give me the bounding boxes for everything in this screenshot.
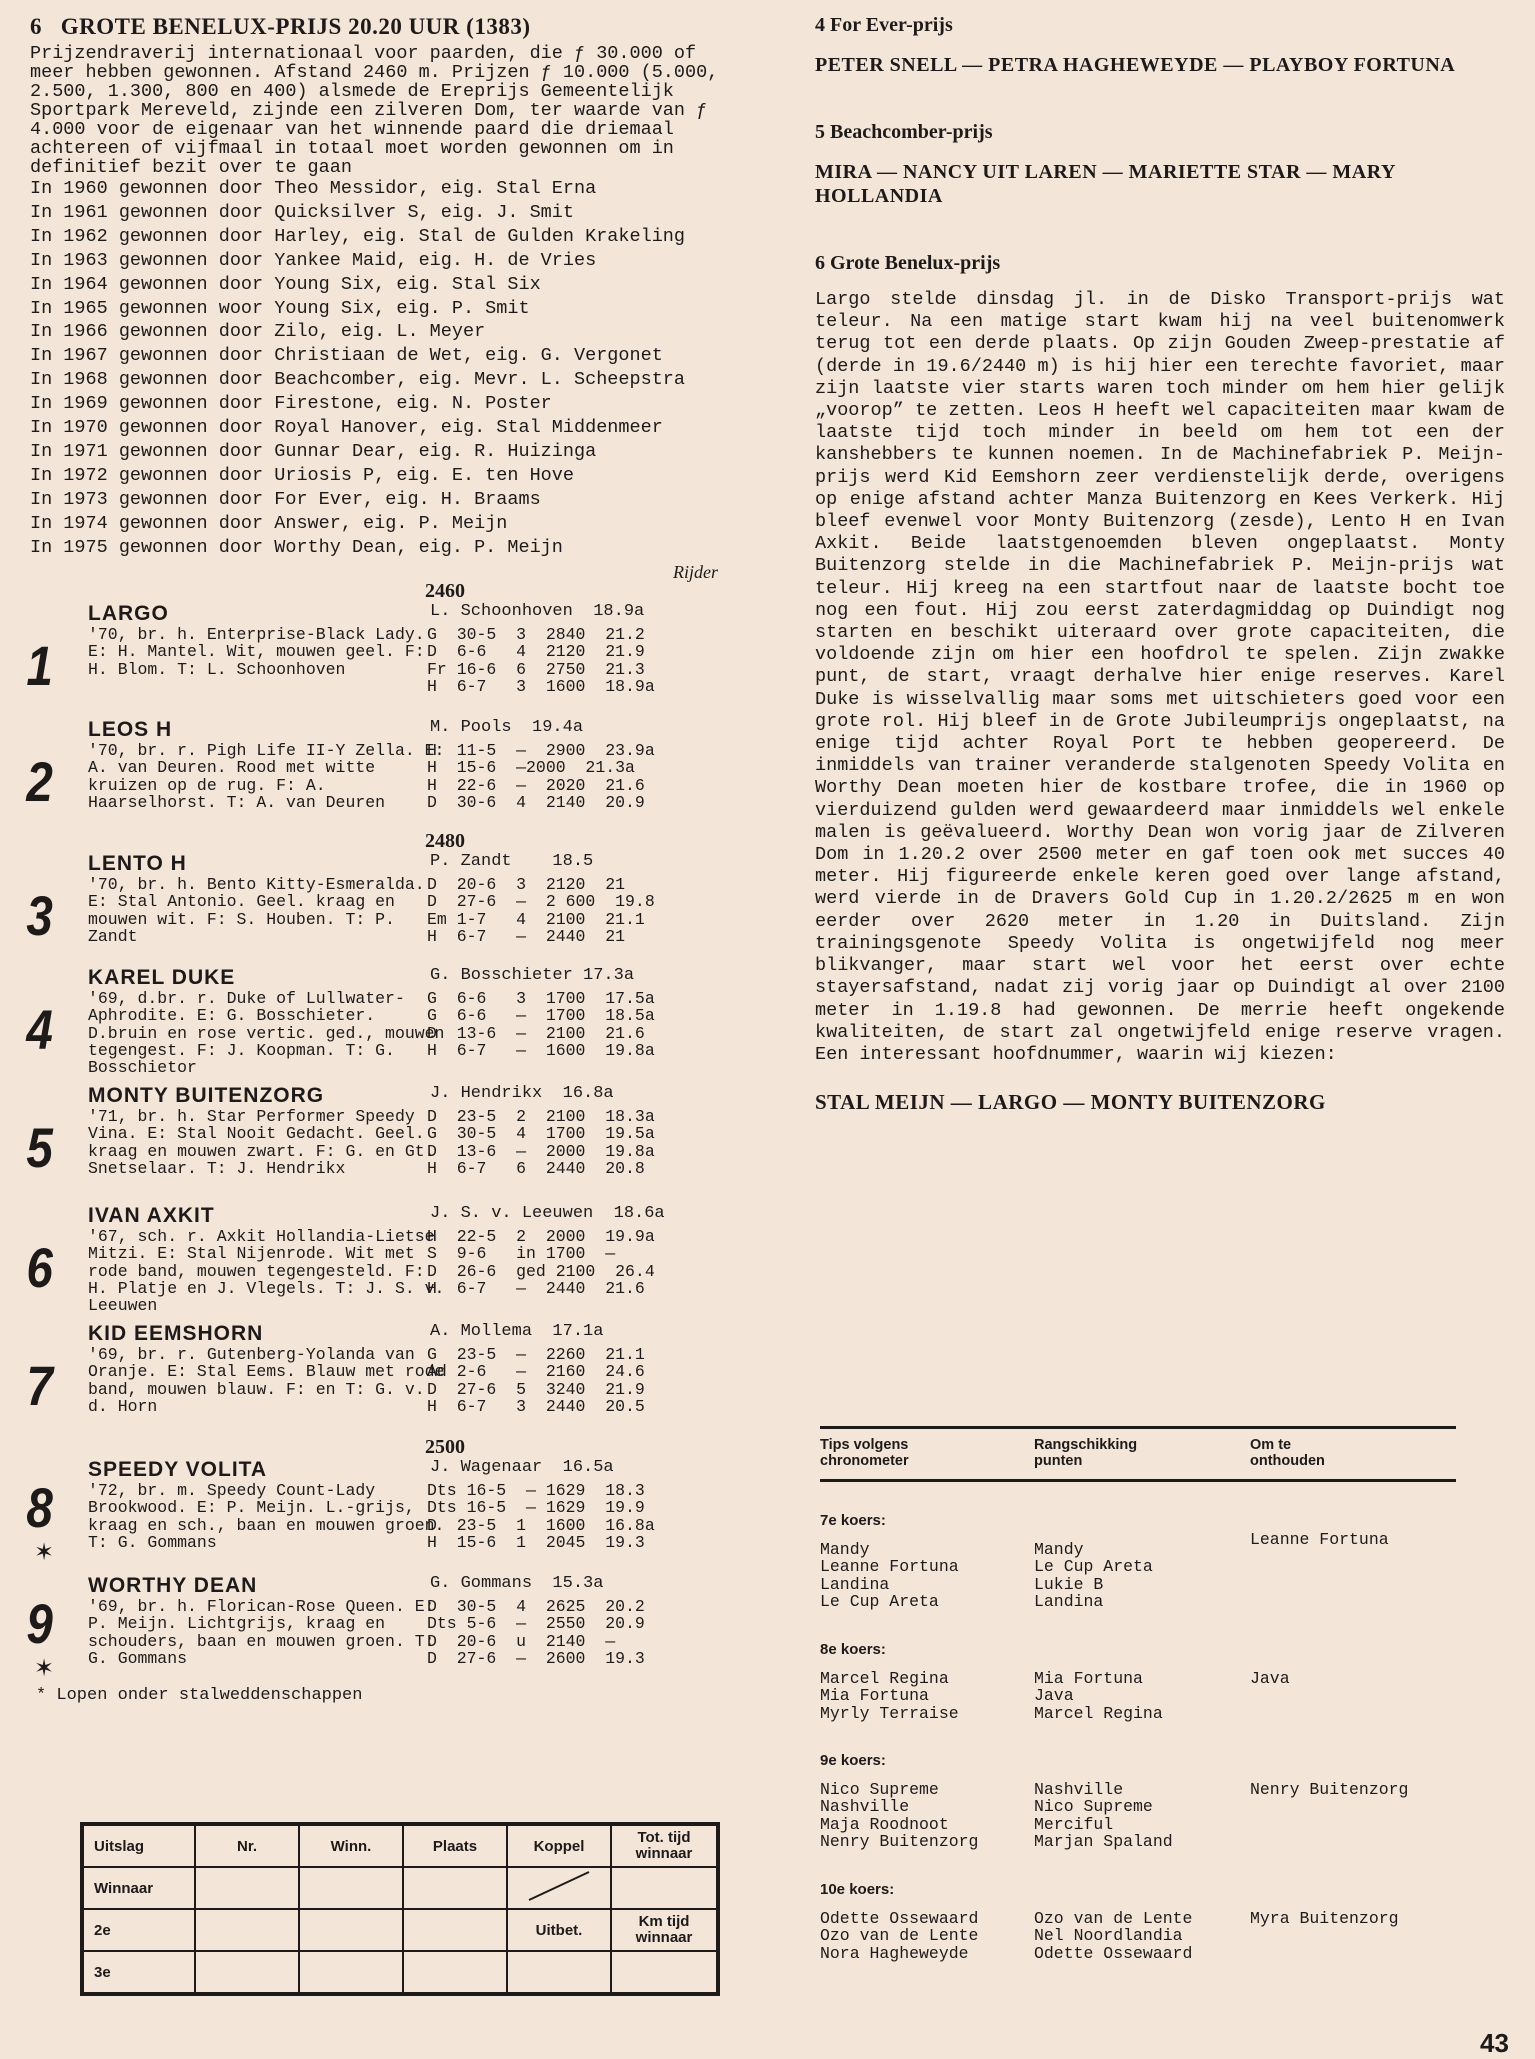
horse-number: 9 [26, 1592, 53, 1655]
race-tips-points: Ozo van de Lente Nel Noordlandia Odette Ossewaard [1034, 1909, 1193, 1963]
history-item: In 1968 gewonnen door Beachcomber, eig. Mevr. L. Scheepstra [30, 369, 686, 391]
final-picks: STAL MEIJN — LARGO — MONTY BUITENZORG [815, 1090, 1326, 1115]
race-tips-chrono: Marcel Regina Mia Fortuna Myrly Terraise [820, 1669, 959, 1723]
entries-area [26, 0, 730, 1705]
horse-description: '70, br. r. Pigh Life II-Y Zella. E: A. van Deuren. Rood met witte kruizen op de rug. F: A. Haarselhorst. T: A. van Deuren [88, 741, 445, 812]
uitbet-label: Uitbet. [507, 1909, 611, 1951]
history-item: In 1971 gewonnen door Gunnar Dear, eig. R. Huizinga [30, 440, 597, 462]
tips-table [820, 1426, 1456, 1962]
bet-row-label: 2e [82, 1909, 195, 1951]
race-tips-remember: Java [1250, 1669, 1290, 1688]
horse-jockey: M. Pools 19.4a [430, 718, 584, 737]
horse-form: Dts 16-5 — 1629 18.3 Dts 16-5 — 1629 19.9 D 23-5 1 1600 16.8a H 15-6 1 2045 19.3 [427, 1481, 655, 1552]
horse-description: '71, br. h. Star Performer Speedy Vina. E: Stal Nooit Gedacht. Geel. kraag en mouwen zwart. F: G. en Gt. Snetselaar. T: J. Hendrikx [88, 1107, 435, 1178]
horse-form: H 11-5 — 2900 23.9a H 15-6 —2000 21.3a H 22-6 — 2020 21.6 D 30-6 4 2140 20.9 [427, 741, 655, 812]
horse-description: '72, br. m. Speedy Count-Lady Brookwood. E: P. Meijn. L.-grijs, kraag en sch., baan en mouwen groen. T: G. Gommans [88, 1481, 445, 1552]
history-item: In 1961 gewonnen door Quicksilver S, eig. J. Smit [30, 201, 574, 223]
race-tips-chrono: Odette Ossewaard Ozo van de Lente Nora Hagheweyde [820, 1909, 979, 1963]
horse-number: 5 [26, 1116, 53, 1179]
bet-cell[interactable] [299, 1951, 403, 1994]
horse-jockey: P. Zandt 18.5 [430, 852, 594, 871]
horse-form: D 23-5 2 2100 18.3a G 30-5 4 1700 19.5a D 13-6 — 2000 19.8a H 6-7 6 2440 20.8 [427, 1107, 655, 1178]
race-title: 7e koers: [820, 1512, 886, 1529]
horse-name: LARGO [88, 602, 169, 625]
horse-number: 7 [26, 1354, 53, 1417]
horse-jockey: J. Hendrikx 16.8a [430, 1084, 614, 1103]
distance-label: 2480 [425, 830, 465, 852]
horse-entry [26, 1204, 730, 1316]
bet-header: Winn. [299, 1824, 403, 1867]
rijder-label: Rijder [673, 561, 718, 582]
bet-row-label: 3e [82, 1951, 195, 1994]
page-number: 43 [1480, 2028, 1509, 2058]
horse-form: H 22-5 2 2000 19.9a S 9-6 in 1700 — D 26-6 ged 2100 26.4 H 6-7 — 2440 21.6 [427, 1227, 655, 1298]
bet-row-label: Winnaar [82, 1867, 195, 1909]
tips-race [820, 1752, 1456, 1851]
horse-description: '69, br. r. Gutenberg-Yolanda van Oranje. E: Stal Eems. Blauw met rode band, mouwen blauw. F: en T: G. v. d. Horn [88, 1345, 445, 1416]
horse-number: 2 [26, 750, 53, 813]
horse-name: KAREL DUKE [88, 966, 236, 989]
tips-race [820, 1512, 1456, 1611]
horse-jockey: L. Schoonhoven 18.9a [430, 602, 645, 621]
section-title: 6 Grote Benelux-prijs [815, 252, 1001, 274]
bet-cell[interactable] [403, 1951, 507, 1994]
horse-name: IVAN AXKIT [88, 1204, 215, 1227]
section-picks: MIRA — NANCY UIT LAREN — MARIETTE STAR — MARY HOLLANDIA [815, 161, 1396, 207]
horse-entry [26, 852, 730, 952]
horse-entry [26, 1458, 730, 1566]
horse-description: '67, sch. r. Axkit Hollandia-Lietse Mitzi. E: Stal Nijenrode. Wit met rode band, mouwen tegengesteld. F: H. Platje en J. Vlegels. T: J. S. v. Leeuwen [88, 1227, 445, 1316]
horse-name: KID EEMSHORN [88, 1322, 264, 1345]
race-tips-chrono: Nico Supreme Nashville Maja Roodnoot Nenry Buitenzorg [820, 1780, 979, 1851]
history-item: In 1966 gewonnen door Zilo, eig. L. Meyer [30, 321, 486, 343]
horse-number: 4 [26, 998, 53, 1061]
km-time-label: Km tijd winnaar [611, 1909, 718, 1951]
horse-form: D 20-6 3 2120 21 D 27-6 — 2 600 19.8 Em 1-7 4 2100 21.1 H 6-7 — 2440 21 [427, 875, 655, 946]
bet-header: Koppel [507, 1824, 611, 1867]
horse-entry [26, 966, 730, 1078]
horse-name: LEOS H [88, 718, 173, 741]
horse-entry [26, 1084, 730, 1184]
analysis-text: Largo stelde dinsdag jl. in de Disko Transport-prijs wat teleur. Na een matige start kwam hij na veel buitenomwerk terug tot een derde plaats. Op zijn Gouden Zweep-prestatie af (derde in 19.6/2440 m) is hij hier een terechte favoriet, maar zijn laatste vier starts waren toch minder om hem hier gelijk „voorop” te zetten. Leos H heeft wel capaciteiten maar kwam de laatste tijd toch minder in beeld om hem tot een der kanshebbers te kunnen noemen. In de Machinefabriek P. Meijn-prijs werd Kid Eemshorn zeer verdienstelijk derde, overigens op enige afstand achter Manza Buitenzorg en Kees Verkerk. Hij bleef evenwel voor Monty Buitenzorg (zesde), Lento H en Ivan Axkit. Beide laatstgenoemden bleven ongeplaatst. Monty Buitenzorg stelde in die Machinefabriek P. Meijn-prijs wat teleur. Hij kreeg na een startfout naar de laatste bocht toe nog een fout. Hij zou eerst zaterdagmiddag op Duindigt nog starten en beschikt uiteraard over grote capaciteiten, die voldoende zijn om hier een hoofdrol te spelen. Zijn zwakke punt, de start, vraagt derhalve hier enige reserves. Karel Duke is wisselvallig maar soms met uitschieters goed voor een grote rol. Hij bleef in de Grote Jubileumprijs ongeplaatst, na enige tijd achter Royal Port te hebben geopereerd. De inmiddels van trainer veranderde stalgenoten Speedy Volita en Worthy Dean moeten hier de kostbare trofee, die in 1960 op vierduizend gulden werd gewaardeerd maar inmiddels wel enkele malen is geëvalueerd. Worthy Dean won vorig jaar de Zilveren Dom in 1.20.2 over 2500 meter en gaf toen ook met succes 40 meter. Hij figureerde enkele keren goed over lange afstand, werd vierde in de Dravers Gold Cup in 1.20.2/2625 m en won eerder over 2620 meter in 1.20 in Duitsland. Zijn trainingsgenote Speedy Volita is ongetwijfeld nog meer blikvanger, maar start wel voor het eerst over echte stayersafstand, nadat zij vorig jaar op Duindigt al over 2100 meter in 1.19.8 had gewonnen. De merrie heeft ongekende kwaliteiten, de start zal ongetwijfeld enige reserve vragen. Een interessant hoofdnummer, waarin wij kiezen: [815, 289, 1505, 1065]
race-header: 6 GROTE BENELUX-PRIJS 20.20 UUR (1383) [30, 14, 531, 39]
race-tips-points: Mia Fortuna Java Marcel Regina [1034, 1669, 1163, 1723]
distance-label: 2460 [425, 580, 465, 602]
horse-entry [26, 1574, 730, 1682]
horse-name: WORTHY DEAN [88, 1574, 258, 1597]
tips-header [820, 1426, 1456, 1482]
tips-col-header: Rangschikking punten [1034, 1437, 1138, 1469]
stable-bet-star-icon: ✶ [34, 1540, 55, 1566]
horse-jockey: G. Gommans 15.3a [430, 1574, 604, 1593]
race-tips-remember: Nenry Buitenzorg [1250, 1780, 1409, 1799]
bet-header: Uitslag [82, 1824, 195, 1867]
race-tips-remember: Myra Buitenzorg [1250, 1909, 1399, 1928]
horse-number: 6 [26, 1236, 53, 1299]
history-item: In 1960 gewonnen door Theo Messidor, eig. Stal Erna [30, 178, 597, 199]
history-item: In 1970 gewonnen door Royal Hanover, eig. Stal Middenmeer [30, 417, 663, 439]
race-title: 10e koers: [820, 1881, 895, 1898]
horse-description: '70, br. h. Enterprise-Black Lady. E: H. Mantel. Wit, mouwen geel. F: H. Blom. T: L. Schoonhoven [88, 625, 425, 679]
tips-col-header: Om te onthouden [1250, 1437, 1325, 1469]
bet-header: Plaats [403, 1824, 507, 1867]
bet-cell[interactable] [611, 1951, 718, 1994]
betting-grid [80, 1822, 720, 1996]
tips-col-header: Tips volgens chronometer [820, 1437, 909, 1469]
section-title: 5 Beachcomber-prijs [815, 121, 993, 143]
right-column [815, 14, 1505, 1115]
stable-bet-star-icon: ✶ [34, 1656, 55, 1682]
tips-race [820, 1881, 1456, 1962]
horse-form: G 6-6 3 1700 17.5a G 6-6 — 1700 18.5a D 13-6 — 2100 21.6 H 6-7 — 1600 19.8a [427, 989, 655, 1060]
horse-form: G 30-5 3 2840 21.2 D 6-6 4 2120 21.9 Fr 16-6 6 2750 21.3 H 6-7 3 1600 18.9a [427, 625, 655, 696]
history-item: In 1965 gewonnen woor Young Six, eig. P. Smit [30, 297, 530, 319]
history-item: In 1969 gewonnen door Firestone, eig. N. Poster [30, 393, 552, 415]
race-tips-chrono: Mandy Leanne Fortuna Landina Le Cup Areta [820, 1540, 959, 1611]
history-item: In 1967 gewonnen door Christiaan de Wet, eig. G. Vergonet [30, 345, 663, 367]
horse-jockey: G. Bosschieter 17.3a [430, 966, 635, 985]
history-item: In 1963 gewonnen door Yankee Maid, eig. H. de Vries [30, 249, 597, 271]
race-tips-points: Mandy Le Cup Areta Lukie B Landina [1034, 1540, 1153, 1611]
race-tips-points: Nashville Nico Supreme Merciful Marjan Spaland [1034, 1780, 1173, 1851]
history-item: In 1975 gewonnen door Worthy Dean, eig. P. Meijn [30, 536, 563, 558]
horse-jockey: J. S. v. Leeuwen 18.6a [430, 1204, 665, 1223]
bet-cell[interactable] [403, 1909, 507, 1951]
bet-cell[interactable] [195, 1867, 299, 1909]
history-item: In 1972 gewonnen door Uriosis P, eig. E. ten Hove [30, 464, 574, 486]
horse-jockey: J. Wagenaar 16.5a [430, 1458, 614, 1477]
horse-jockey: A. Mollema 17.1a [430, 1322, 604, 1341]
bet-cell[interactable] [195, 1909, 299, 1951]
history-item: In 1973 gewonnen door For Ever, eig. H. Braams [30, 488, 541, 510]
distance-label: 2500 [425, 1436, 465, 1458]
horse-entry [26, 1322, 730, 1422]
history-item: In 1962 gewonnen door Harley, eig. Stal de Gulden Krakeling [30, 225, 686, 247]
race-title: 8e koers: [820, 1641, 886, 1658]
horse-number: 1 [26, 634, 53, 697]
bet-header: Tot. tijd winnaar [611, 1824, 718, 1867]
bet-cell[interactable] [611, 1867, 718, 1909]
bet-cell[interactable] [195, 1951, 299, 1994]
bet-header: Nr. [195, 1824, 299, 1867]
tips-race [820, 1641, 1456, 1722]
horse-form: G 23-5 — 2260 21.1 Ad 2-6 — 2160 24.6 D 27-6 5 3240 21.9 H 6-7 3 2440 20.5 [427, 1345, 645, 1416]
horse-name: MONTY BUITENZORG [88, 1084, 325, 1107]
race-title: 9e koers: [820, 1752, 886, 1769]
history-item: In 1964 gewonnen door Young Six, eig. Stal Six [30, 273, 541, 295]
section-title: 4 For Ever-prijs [815, 14, 953, 36]
horse-form: D 30-5 4 2625 20.2 Dts 5-6 — 2550 20.9 D 20-6 u 2140 — D 27-6 — 2600 19.3 [427, 1597, 645, 1668]
horse-entry [26, 602, 730, 702]
horse-name: LENTO H [88, 852, 187, 875]
bet-cell[interactable] [299, 1909, 403, 1951]
horse-description: '69, br. h. Florican-Rose Queen. E: P. Meijn. Lichtgrijs, kraag en schouders, baan en mouwen groen. T: G. Gommans [88, 1597, 435, 1668]
bet-cell[interactable] [403, 1867, 507, 1909]
horse-name: SPEEDY VOLITA [88, 1458, 268, 1481]
race-intro: Prijzendraverij internationaal voor paarden, die ƒ 30.000 of meer hebben gewonnen. Afstand 2460 m. Prijzen ƒ 10.000 (5.000, 2.500, 1.300, 800 en 400) alsmede de Ereprijs Gemeentelijk Sportpark Mereveld, zijnde een zilveren Dom, ter waarde van ƒ 4.000 voor de eigenaar van het winnende paard die driemaal achtereen of vijfmaal in totaal moet worden gewonnen om in definitief bezit over te gaan [30, 43, 719, 178]
bet-cell[interactable] [507, 1951, 611, 1994]
footnote: * Lopen onder stalweddenschappen [36, 1686, 363, 1705]
section-picks: PETER SNELL — PETRA HAGHEWEYDE — PLAYBOY FORTUNA [815, 54, 1456, 76]
horse-number: 8 [26, 1476, 53, 1539]
history-item: In 1974 gewonnen door Answer, eig. P. Meijn [30, 512, 508, 534]
horse-number: 3 [26, 884, 53, 947]
horse-entry [26, 718, 730, 818]
horse-description: '70, br. h. Bento Kitty-Esmeralda. E: Stal Antonio. Geel. kraag en mouwen wit. F: S. Houben. T: P. Zandt [88, 875, 425, 946]
race-tips-remember: Leanne Fortuna [1250, 1530, 1389, 1549]
horse-description: '69, d.br. r. Duke of Lullwater-Aphrodite. E: G. Bosschieter. D.bruin en rose vertic. ged., mouwen tegengest. F: J. Koopman. T: G. Bosschietor [88, 989, 445, 1078]
bet-cell[interactable] [299, 1867, 403, 1909]
slash-icon [507, 1867, 611, 1909]
